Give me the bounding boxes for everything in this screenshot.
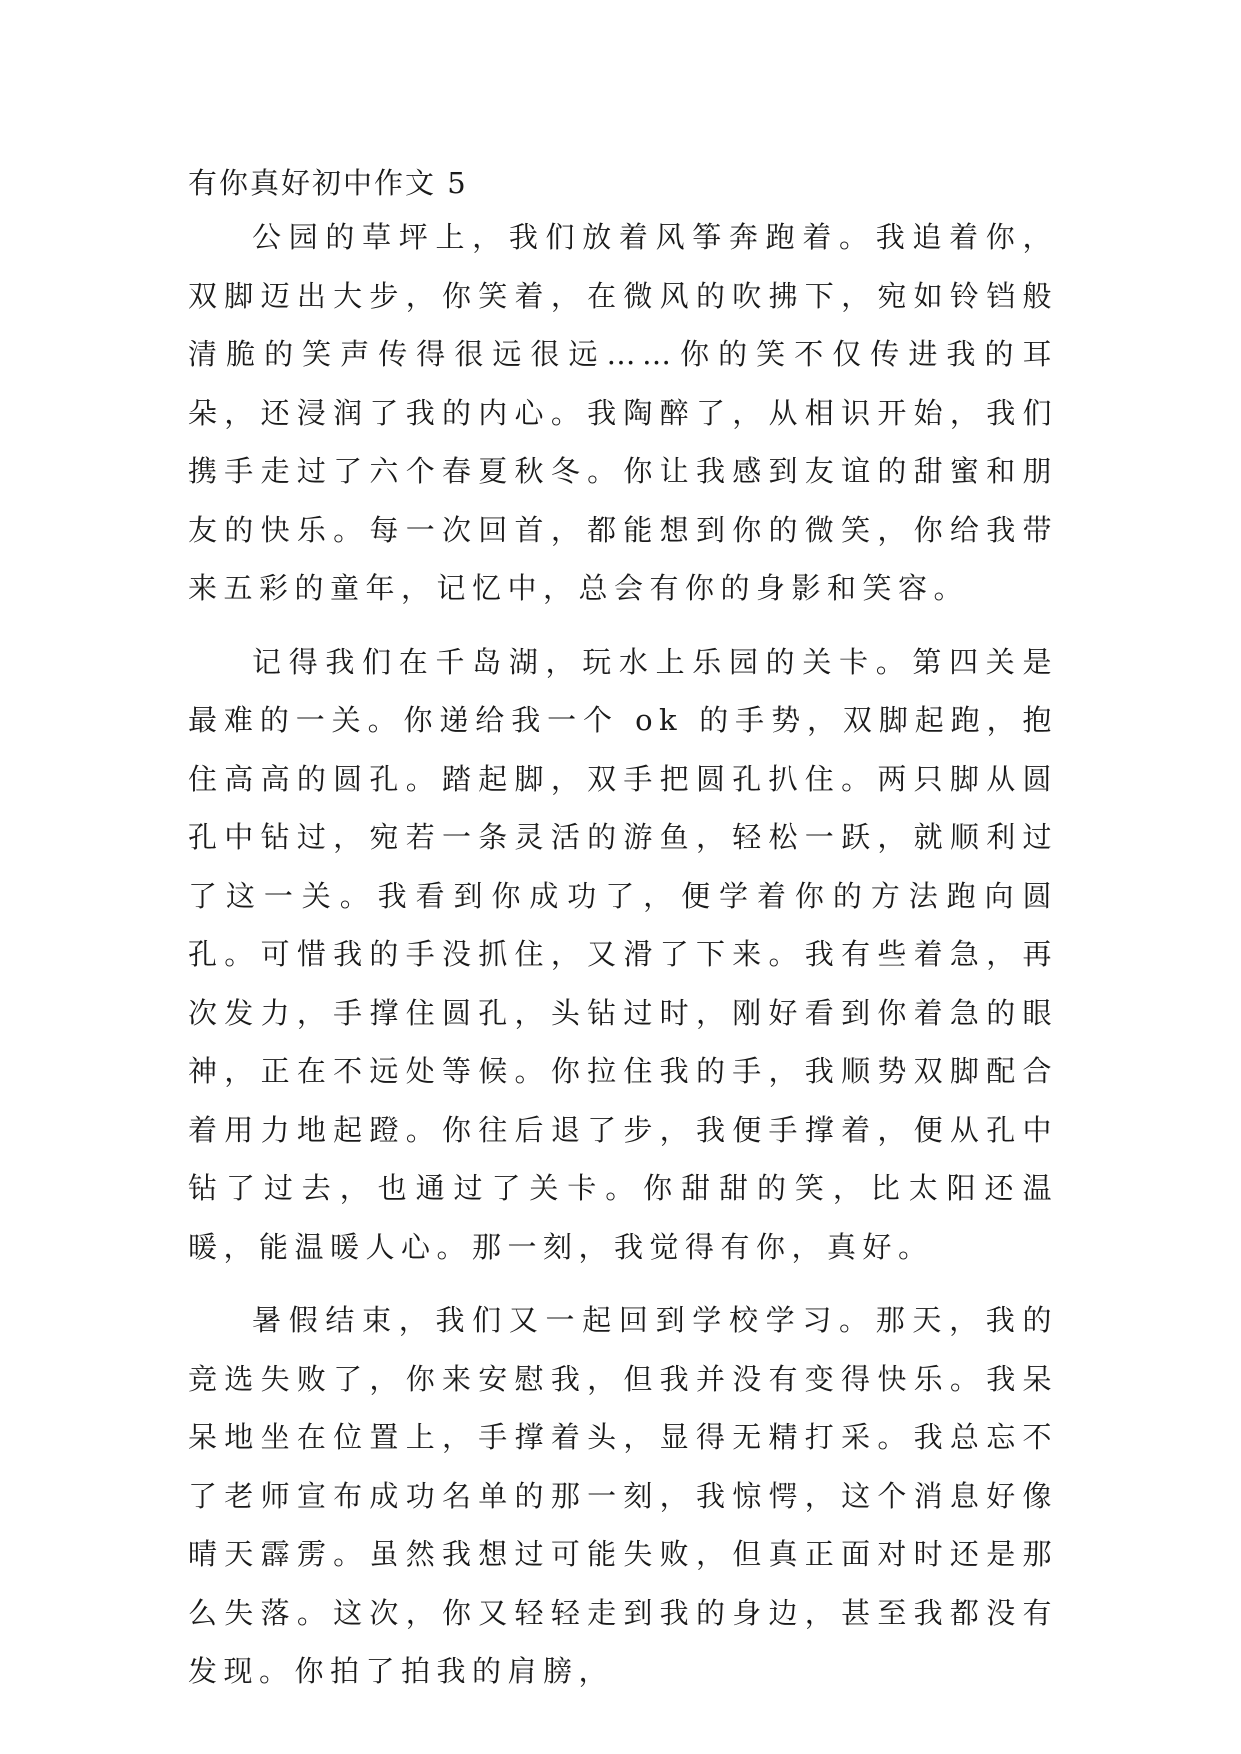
- paragraph-3: 暑假结束，我们又一起回到学校学习。那天，我的竞选失败了，你来安慰我，但我并没有变得快乐。我呆呆地坐在位置上，手撑着头，显得无精打采。我总忘不了老师宣布成功名单的那一刻，我惊愕，这个消息好像晴天霹雳。虽然我想过可能失败，但真正面对时还是那么失落。这次，你又轻轻走到我的身边，甚至我都没有发现。你拍了拍我的肩膀，: [188, 1303, 1058, 1688]
- essay-title: 有你真好初中作文 5: [188, 166, 468, 200]
- paragraph-1: 公园的草坪上，我们放着风筝奔跑着。我追着你，双脚迈出大步，你笑着，在微风的吹拂下，宛如铃铛般清脆的笑声传得很远很远……你的笑不仅传进我的耳朵，还浸润了我的内心。我陶醉了，从相识开始，我们携手走过了六个春夏秋冬。你让我感到友谊的甜蜜和朋友的快乐。每一次回首，都能想到你的微笑，你给我带来五彩的童年，记忆中，总会有你的身影和笑容。: [188, 220, 1058, 605]
- paragraph-2: 记得我们在千岛湖，玩水上乐园的关卡。第四关是最难的一关。你递给我一个 ok 的手势，双脚起跑，抱住高高的圆孔。踏起脚，双手把圆孔扒住。两只脚从圆孔中钻过，宛若一条灵活的游鱼，轻松一跃，就顺利过了这一关。我看到你成功了，便学着你的方法跑向圆孔。可惜我的手没抓住，又滑了下来。我有些着急，再次发力，手撑住圆孔，头钻过时，刚好看到你着急的眼神，正在不远处等候。你拉住我的手，我顺势双脚配合着用力地起蹬。你往后退了步，我便手撑着，便从孔中钻了过去，也通过了关卡。你甜甜的笑，比太阳还温暖，能温暖人心。那一刻，我觉得有你，真好。: [188, 644, 1058, 1264]
- document-page: [188, 162, 1058, 1701]
